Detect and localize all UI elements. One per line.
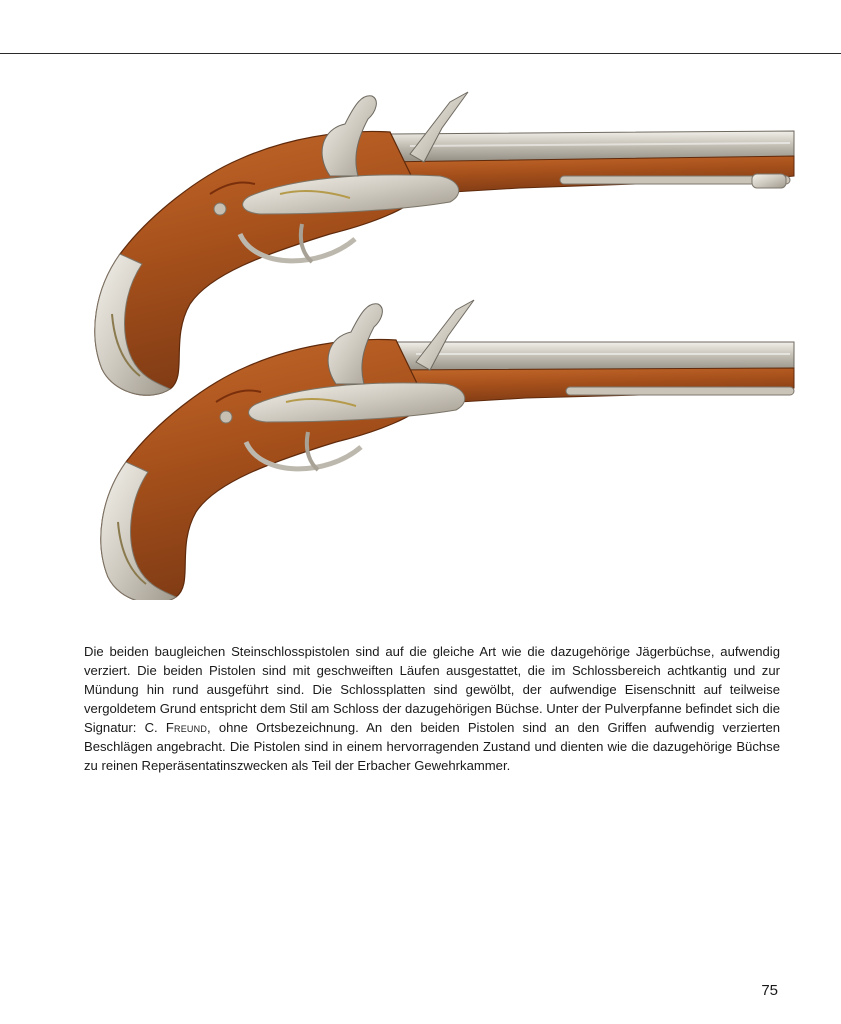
caption-part-1: Die beiden baugleichen Steinschlosspistolen sind auf die gleiche Art wie die dazugehörige Jägerbüchse, aufwendig verziert. Die beiden Pistolen sind mit geschweiften Läufen ausgestattet, die im Schlossbereich achtkantig und zur Mündung hin rund ausgeführt sind. Die Schlossplatten sind gewölbt, der aufwendige Eisenschnitt auf teilweise vergoldetem Grund entspricht dem Stil am Schloss der dazugehörigen Büchse. Unter der Pulverpfanne befindet sich die Signatur: C. — [84, 644, 780, 735]
lower-pistol — [101, 300, 794, 600]
header-rule — [0, 53, 841, 54]
caption-part-2: , ohne Ortsbezeichnung. An den beiden Pistolen sind an den Griffen aufwendig verzierten Beschlägen angebracht. Die Pistolen sind in einem hervorragenden Zustand und dienten wie die dazugehörige Büchse zu reinen Reperäsentatinszwecken als Teil der Erbacher Gewehrkammer. — [84, 720, 781, 773]
flintlock-pistols-photo — [90, 84, 796, 600]
page-number: 75 — [761, 982, 778, 999]
signature-name: Freund — [165, 720, 208, 735]
caption-text — [84, 642, 780, 775]
